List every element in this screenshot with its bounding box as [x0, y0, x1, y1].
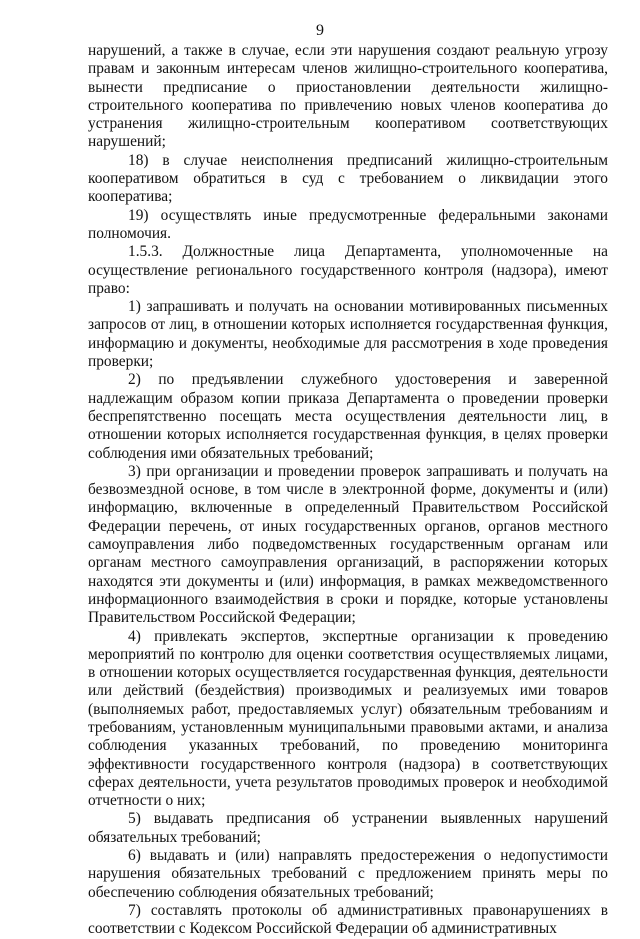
paragraph: 19) осуществлять иные предусмотренные федеральными законами полномочия.: [88, 206, 608, 242]
paragraph: 1.5.3. Должностные лица Департамента, уполномоченные на осуществление регионального государственного контроля (надзора), имеют право:: [88, 243, 608, 297]
paragraph: 18) в случае неисполнения предписаний жилищно-строительным кооперативом обратиться в суд с требованием о ликвидации этого кооператива;: [88, 151, 608, 206]
paragraph: 4) привлекать экспертов, экспертные организации к проведению мероприятий по контролю для оценки соответствия осуществляемых лицами, в отношении которых осуществляется государственная функция, деятельности или действий (бездействия) производимых и реализуемых ими товаров (выполняемых работ, предоставляемых услуг) обязательным требованиям и требованиям, установленным муниципальными правовыми актами, и анализа соблюдения указанных требований, по проведению мониторинга эффективности государственного контроля (надзора) в соответствующих сферах деятельности, учета результатов проводимых проверок и необходимой отчетности о них;: [88, 627, 608, 810]
paragraph: 7) составлять протоколы об административных правонарушениях в соответствии с Кодексом Российской Федерации об административных: [88, 901, 608, 938]
page-number: 9: [316, 22, 324, 39]
paragraph: нарушений, а также в случае, если эти нарушения создают реальную угрозу правам и законным интересам членов жилищно-строительного кооператива, вынести предписание о приостановлении деятельности жилищно-строительного кооператива по привлечению новых членов кооператива до устранения жилищно-строительным кооперативом соответствующих нарушений;: [88, 42, 608, 151]
paragraph: 5) выдавать предписания об устранении выявленных нарушений обязательных требований;: [88, 810, 608, 846]
paragraph: 2) по предъявлении служебного удостоверения и заверенной надлежащим образом копии приказа Департамента о проведении проверки беспрепятственно посещать места осуществления деятельности лиц, в отношении которых исполняется государственная функция, в целях проверки соблюдения ими обязательных требований;: [88, 371, 608, 462]
document-body: [88, 42, 608, 939]
paragraph: 6) выдавать и (или) направлять предостережения о недопустимости нарушения обязательных требований с предложением принять меры по обеспечению соблюдения обязательных требований;: [88, 847, 608, 901]
paragraph: 3) при организации и проведении проверок запрашивать и получать на безвозмездной основе, в том числе в электронной форме, документы и (или) информацию, включенные в определенный Правительством Российской Федерации перечень, от иных государственных органов, органов местного самоуправления либо подведомственных государственным органам или органам местного самоуправления организаций, в распоряжении которых находятся эти документы и (или) информация, в рамках межведомственного информационного взаимодействия в сроки и порядке, которые установлены Правительством Российской Федерации;: [88, 462, 608, 627]
paragraph: 1) запрашивать и получать на основании мотивированных письменных запросов от лиц, в отношении которых исполняется государственная функция, информацию и документы, необходимые для рассмотрения в ходе проведения проверки;: [88, 298, 608, 371]
